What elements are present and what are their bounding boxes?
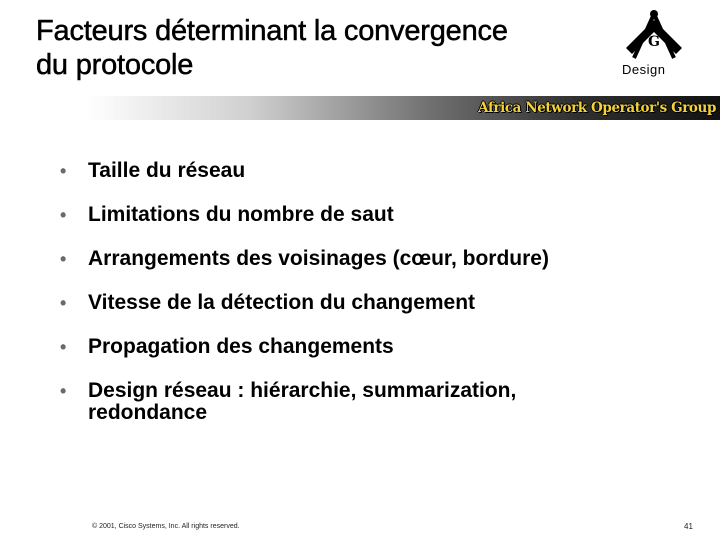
bullet-text: Arrangements des voisinages (cœur, bordure)	[88, 247, 549, 270]
bullet-icon: •	[60, 249, 67, 269]
bullet-text: Limitations du nombre de saut	[88, 203, 394, 226]
copyright-footer: © 2001, Cisco Systems, Inc. All rights reserved.	[92, 523, 240, 530]
bullet-icon: •	[60, 337, 67, 357]
title-line-2: du protocole	[36, 49, 194, 81]
bullet-icon: •	[60, 293, 67, 313]
afnog-banner-text: Africa Network Operator's Group	[478, 100, 716, 116]
list-item	[60, 160, 700, 182]
design-label: Design	[622, 62, 666, 77]
bullet-text: Taille du réseau	[88, 159, 246, 182]
bullet-text: Vitesse de la détection du changement	[88, 291, 476, 314]
slide-title	[36, 14, 616, 82]
bullet-icon: •	[60, 205, 67, 225]
svg-text:G: G	[648, 34, 660, 50]
list-item	[60, 292, 700, 314]
list-item	[60, 204, 700, 226]
bullet-text-continuation: redondance	[88, 401, 208, 424]
list-item	[60, 336, 700, 358]
bullet-icon: •	[60, 161, 67, 181]
bullet-icon: •	[60, 381, 67, 401]
bullet-list	[60, 160, 700, 446]
list-item	[60, 248, 700, 270]
bullet-text: Propagation des changements	[88, 335, 394, 358]
list-item	[60, 380, 700, 424]
bullet-text: Design réseau : hiérarchie, summarization,	[88, 379, 517, 402]
page-number: 41	[684, 522, 693, 531]
title-line-1: Facteurs déterminant la convergence	[36, 15, 508, 47]
